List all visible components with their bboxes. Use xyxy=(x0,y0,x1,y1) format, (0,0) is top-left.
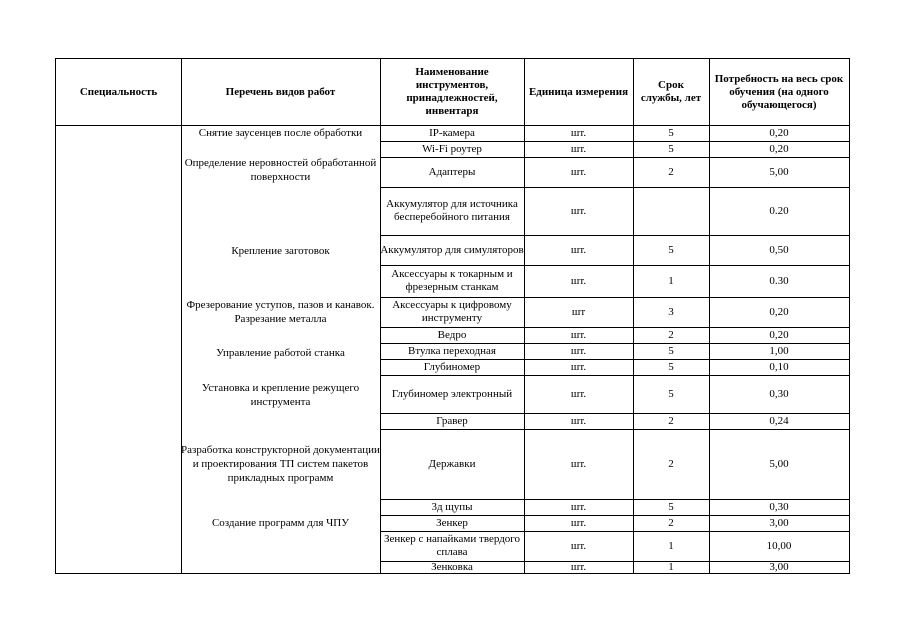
work-item: Снятие заусенцев после обработки xyxy=(198,127,363,139)
unit: шт. xyxy=(570,165,587,178)
service-life: 1 xyxy=(668,560,674,573)
unit: шт. xyxy=(570,360,587,373)
unit: шт. xyxy=(570,500,587,513)
service-life: 5 xyxy=(668,344,674,357)
work-item: Управление работой станка xyxy=(216,347,345,359)
tool-name: 3д щупы xyxy=(431,500,473,513)
need: 0,20 xyxy=(769,328,789,341)
unit: шт. xyxy=(570,516,587,529)
header-tools: Наименование инструментов, принадлежностей, инвентаря xyxy=(406,66,498,117)
unit: шт xyxy=(571,305,586,318)
work-item: Определение неровностей обработанной поверхности xyxy=(184,157,377,183)
tool-name: Аксессуары к токарным и фрезерным станкам xyxy=(391,268,513,293)
service-life: 5 xyxy=(668,500,674,513)
unit: шт. xyxy=(570,344,587,357)
need: 0,24 xyxy=(769,414,789,427)
service-life: 1 xyxy=(668,539,674,552)
unit: шт. xyxy=(570,274,587,287)
tool-name: Зенкер с напайками твердого сплава xyxy=(383,533,521,558)
unit: шт. xyxy=(570,387,587,400)
service-life: 5 xyxy=(668,142,674,155)
work-item: Создание программ для ЧПУ xyxy=(211,517,350,529)
tool-name: Адаптеры xyxy=(428,165,476,178)
service-life: 2 xyxy=(668,457,674,470)
unit: шт. xyxy=(570,414,587,427)
unit: шт. xyxy=(570,243,587,256)
service-life xyxy=(633,187,709,235)
unit: шт. xyxy=(570,539,587,552)
tool-name: Аксессуары к цифровому инструменту xyxy=(392,299,512,324)
service-life: 2 xyxy=(668,328,674,341)
need: 0,50 xyxy=(769,243,789,256)
header-need: Потребность на весь срок обучения (на одного обучающегося) xyxy=(714,72,844,111)
service-life: 2 xyxy=(668,414,674,427)
work-item: Разработка конструкторной документации и проектирования ТП систем пакетов прикладных программ xyxy=(181,444,380,484)
tool-name: Аккумулятор для источника бесперебойного питания xyxy=(386,198,518,223)
tool-name: Гравер xyxy=(436,414,468,427)
unit: шт. xyxy=(570,328,587,341)
need: 1,00 xyxy=(769,344,789,357)
need: 3,00 xyxy=(769,516,789,529)
need: 10,00 xyxy=(766,539,792,552)
service-life: 5 xyxy=(668,243,674,256)
work-item: Установка и крепление режущего инструмента xyxy=(201,382,360,408)
need: 0,30 xyxy=(769,387,789,400)
unit: шт. xyxy=(570,457,587,470)
tool-name: Втулка переходная xyxy=(407,344,496,357)
unit: шт. xyxy=(570,142,587,155)
service-life: 2 xyxy=(668,165,674,178)
header-specialty: Специальность xyxy=(79,85,158,98)
need: 0.30 xyxy=(769,274,789,287)
header-works: Перечень видов работ xyxy=(225,85,336,98)
tool-name: Зенковка xyxy=(431,560,473,573)
equipment-table xyxy=(55,58,850,574)
header-unit: Единица измерения xyxy=(528,85,629,98)
tool-name: Ведро xyxy=(437,328,467,341)
tool-name: Глубиномер xyxy=(423,360,481,373)
tool-name: Державки xyxy=(428,457,476,470)
work-item: Фрезерование уступов, пазов и канавок. Разрезание металла xyxy=(186,299,375,325)
tool-name: IP-камера xyxy=(429,126,475,139)
need: 0,10 xyxy=(769,360,789,373)
need: 5,00 xyxy=(769,165,789,178)
service-life: 5 xyxy=(668,360,674,373)
need: 0,20 xyxy=(769,305,789,318)
unit: шт. xyxy=(570,560,587,573)
unit: шт. xyxy=(570,204,587,217)
tool-name: Зенкер xyxy=(436,516,468,529)
need: 3,00 xyxy=(769,560,789,573)
need: 5,00 xyxy=(769,457,789,470)
need: 0,20 xyxy=(769,142,789,155)
unit: шт. xyxy=(570,126,587,139)
tool-name: Аккумулятор для симуляторов xyxy=(380,243,524,256)
need: 0,30 xyxy=(769,500,789,513)
tool-name: Глубиномер электронный xyxy=(391,387,513,400)
service-life: 2 xyxy=(668,516,674,529)
need: 0.20 xyxy=(769,204,789,217)
service-life: 3 xyxy=(668,305,674,318)
work-item: Крепление заготовок xyxy=(231,245,330,257)
service-life: 1 xyxy=(668,274,674,287)
header-life: Срок службы, лет xyxy=(640,79,702,104)
tool-name: Wi-Fi роутер xyxy=(422,142,482,155)
service-life: 5 xyxy=(668,387,674,400)
service-life: 5 xyxy=(668,126,674,139)
need: 0,20 xyxy=(769,126,789,139)
